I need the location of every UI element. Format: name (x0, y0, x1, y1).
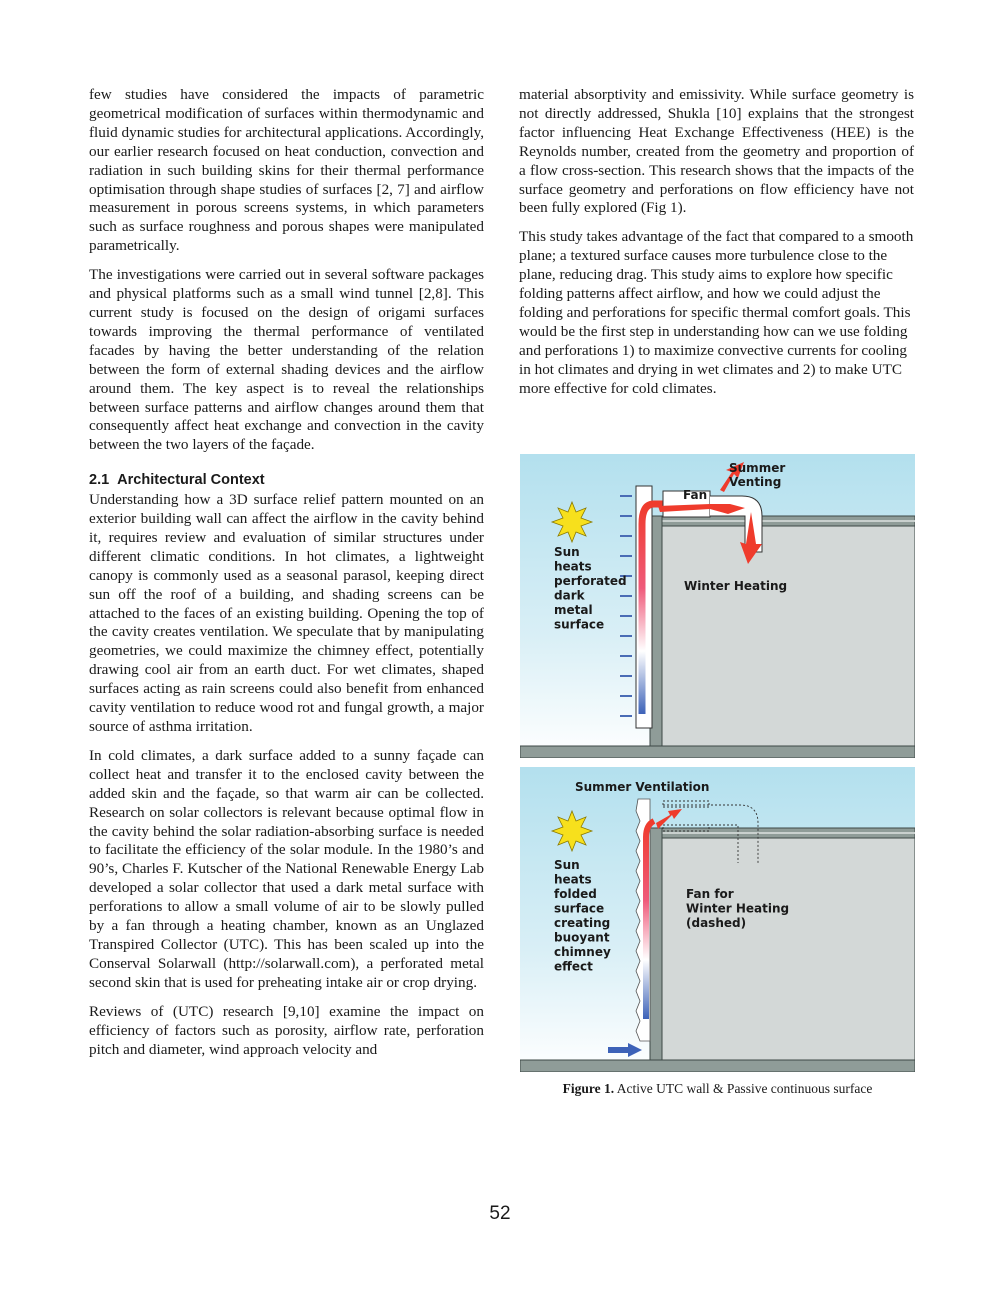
winter-heating-label: Winter Heating (684, 579, 788, 593)
section-number: 2.1 (89, 472, 110, 489)
sun-heats-folded-label: Sun heats folded surface creating buoyant chimney effect (554, 858, 611, 974)
paragraph: Reviews of (UTC) research [9,10] examine the impact on efficiency of factors such as porosity, airflow rate, perforation pitch and diameter, wind approach velocity and (89, 1002, 484, 1058)
sun-heats-label: Sun heats perforated dark metal surface (554, 545, 627, 632)
paragraph: few studies have considered the impacts of parametric geometrical modification of surfaces within thermodynamic and fluid dynamic studies for architectural applications. Accordingly, our earlier research focused on heat conduction, convection and radiation in such building skins for their thermal performance optimisation through shape studies of surfaces [2, 7] and airflow measurement in porous screens systems, in which parameters such as surface roughness and porous shapes were manipulated parametrically. (89, 86, 484, 255)
fan-winter-heating-label: Fan for Winter Heating (dashed) (686, 887, 790, 930)
page-number: 52 (489, 1203, 511, 1224)
paragraph: material absorptivity and emissivity. While surface geometry is not directly addressed, Shukla [10] explains that the strongest factor influencing Heat Exchange Effectiveness (HEE) is the Reynolds number, created from the geometry and proportion of a flow cross-section. This research shows that the impacts of the surface geometry and perforations on flow efficiency have not been fully explored (Fig 1). (519, 86, 914, 217)
paragraph: The investigations were carried out in several software packages and physical platforms such as a small wind tunnel [2,8]. This current study is focused on the design of origami surfaces towards improving the thermal performance of ventilated facades by having the better understanding of the relation between the form of external shading devices and the airflow around them. The key aspect is to reveal the relationships between surface patterns and airflow changes around them that consequently affect heat exchange and convection in the cavity between the two layers of the façade. (89, 266, 484, 454)
section-title: Architectural Context (117, 472, 265, 489)
left-column (89, 86, 484, 1069)
summer-venting-label: Summer Venting (729, 461, 786, 489)
paragraph: Understanding how a 3D surface relief pattern mounted on an exterior building wall can affect the airflow in the cavity behind it, requires review and evaluation of similar structures under different climatic conditions. In hot climates, a lightweight canopy is commonly used as a seasonal parasol, keeping direct sun off the roof of a building, and shading screens can be attached to the faces of an existing building. Opening the top of the cavity creates ventilation. We speculate that by manipulating geometries, we could maximize the chimney effect, potentially drawing cool air from an earth duct. For wet climates, shaped surfaces acting as rain screens could also benefit from enhanced cavity ventilation to reduce wood rot and fungal growth, a major source of asthma irritation. (89, 491, 484, 735)
figure-caption (520, 1081, 915, 1097)
sun-icon (552, 502, 592, 542)
fan-label: Fan (683, 488, 708, 502)
figure-caption-label: Figure 1. (562, 1081, 615, 1096)
figure-bottom-panel (520, 767, 915, 1072)
summer-ventilation-title: Summer Ventilation (575, 780, 710, 794)
sun-icon (552, 811, 592, 851)
figure-top-panel (520, 454, 915, 758)
paragraph: In cold climates, a dark surface added to a sunny façade can collect heat and transfer it to the enclosed cavity between the added skin and the façade, so that warm air can be collected. Research on solar collectors is relevant because optimal flow in the cavity behind the solar radiation-absorbing surface is needed to facilitate the efficiency of the solar module. In the 1980’s and 90’s, Charles F. Kutscher of the National Renewable Energy Lab developed a solar collector that used a dark metal surface with perforations to allow a small volume of air to be slowly pulled by a fan through a heating chamber, known as an Unglazed Transpired Collector (UTC). This has been scaled up into the Conserval Solarwall (http://solarwall.com), a perforated metal second skin that is used for preheating intake air or crop drying. (89, 746, 484, 991)
right-column (519, 86, 914, 409)
figure-caption-text: Active UTC wall & Passive continuous surface (614, 1081, 873, 1096)
section-heading (89, 471, 484, 490)
paragraph: This study takes advantage of the fact that compared to a smooth plane; a textured surface causes more turbulence close to the plane, reducing drag. This study aims to explore how specific folding patterns affect airflow, and how we could adjust the folding and perforations for specific thermal comfort goals. This would be the first step in understanding how can we use folding and perforations 1) to maximize convective currents for cooling in hot climates and drying in wet climates and 2) to make UTC more effective for cold climates. (519, 228, 914, 397)
